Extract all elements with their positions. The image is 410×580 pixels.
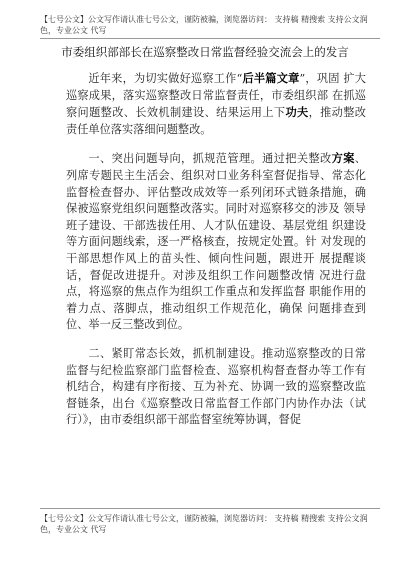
bold-text-run: 功夫 [285, 105, 309, 120]
footer-watermark-note: 【七号公文】公文写作请认准七号公文，谨防被骗，浏览器访问： 支持稿 精搜索 支持公文润色，专业公文 代写 [40, 514, 368, 534]
header-divider [40, 38, 380, 39]
header-watermark-note: 【七号公文】公文写作请认准七号公文，谨防被骗，浏览器访问： 支持稿 精搜索 支持公文润色，专业公文 代写 [40, 15, 368, 35]
footer-divider [40, 508, 380, 509]
bold-text-run: 方案 [331, 151, 355, 166]
bold-text-run: 后半篇文章 [242, 71, 300, 85]
paragraph-section-one [66, 150, 366, 334]
text-run: 、列席专题民主生活会、组织对口业务科室督促指导、常态化监督检查督办、评估整改成效等一系列闭环式链条措施，确保被巡察党组织问题整改落实。同时对巡察移交的涉及 领导班子建设、干部选拔任用、人才队伍建设、基层党组 织建设等方面问题线索，逐一严格核查，按规定处置。针 对发现的干部思想作风上的苗头性、倾向性问题，跟进开 展提醒谈话，督促改进提升。对涉及组织工作问题整改情 况进行盘点，将巡察的焦点作为组织工作重点和发挥监督 职能作用的着力点、落脚点，推动组织工作规范化，确保 问题排查到位、举一反三整改到位。 [66, 152, 366, 332]
paragraph-intro [66, 70, 366, 138]
text-run: 二、紧盯常态长效，抓机制建设。推动巡察整改的日常监督与纪检监察部门监督检查、巡察机构督查督办等工作有机结合，构建有序衔接、互为补充、协调一致的巡察整改监督链条，出台《巡察整改日常监督工作部门内协作办法（试行）》，由市委组织部干部监督室统筹协调，督促 [66, 346, 366, 427]
text-run: 一、突出问题导向，抓规范管理。通过把关整改 [88, 152, 332, 166]
document-body [66, 70, 366, 441]
paragraph-section-two [66, 346, 366, 429]
text-run: ，推动整改责任单位落实落细问题整改。 [66, 106, 366, 136]
document-title: 市委组织部部长在巡察整改日常监督经验交流会上的发言 [61, 45, 349, 59]
text-run: 近年来，为切实做好巡察工作“ [88, 72, 243, 85]
text-run: ”，巩固 扩大巡察成果，落实巡察整改日常监督责任，市委组织部 在抓巡察问题整改、长效机制建设、结果运用上下 [66, 72, 366, 120]
